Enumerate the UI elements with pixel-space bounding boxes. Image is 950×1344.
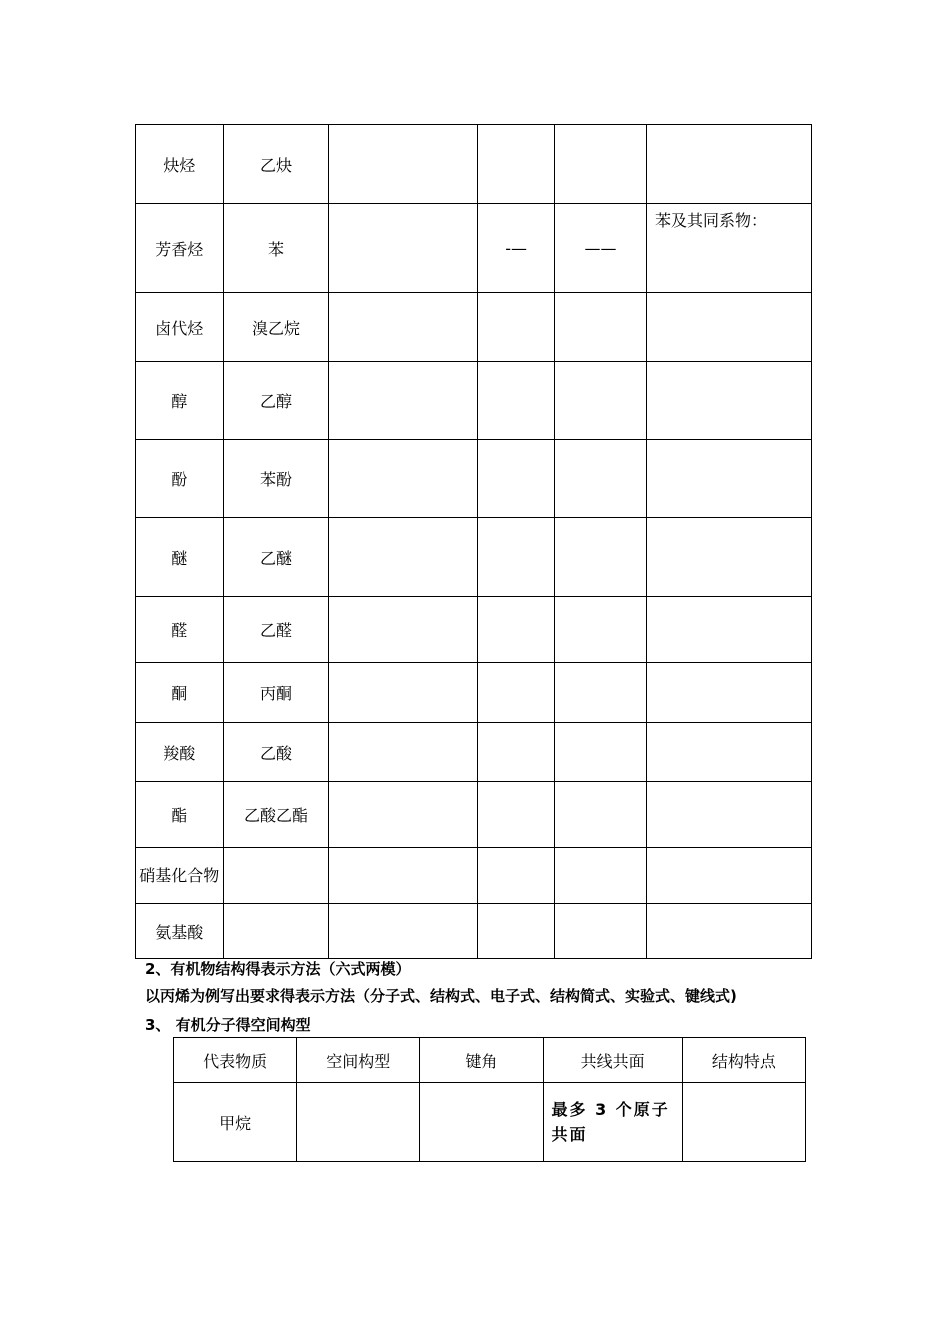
note-cell: [647, 597, 812, 663]
blank-cell: [329, 440, 478, 518]
blank-cell: [478, 848, 555, 904]
category-cell: 卤代烃: [136, 293, 224, 362]
substance-cell: 甲烷: [174, 1083, 297, 1162]
table-row: [136, 518, 812, 597]
angle-cell: [420, 1083, 543, 1162]
dash-cell: ——: [555, 204, 647, 293]
blank-cell: [555, 293, 647, 362]
example-cell: 乙酸: [223, 723, 329, 782]
blank-cell: [555, 782, 647, 848]
blank-cell: [478, 293, 555, 362]
blank-cell: [555, 440, 647, 518]
blank-cell: [329, 518, 478, 597]
table-row: [136, 663, 812, 723]
feature-cell: [682, 1083, 805, 1162]
column-header: 共线共面: [543, 1038, 682, 1083]
note-cell: [647, 723, 812, 782]
section-2-heading: 2、有机物结构得表示方法（六式两模）: [145, 960, 411, 978]
note-cell: [647, 362, 812, 440]
note-cell: 苯及其同系物：: [647, 204, 812, 293]
blank-cell: [555, 518, 647, 597]
table-header-row: [174, 1038, 806, 1083]
blank-cell: [478, 518, 555, 597]
table-row: [136, 362, 812, 440]
example-cell: [223, 848, 329, 904]
blank-cell: [329, 663, 478, 723]
table-row: [136, 440, 812, 518]
example-cell: 丙酮: [223, 663, 329, 723]
category-cell: 硝基化合物: [136, 848, 224, 904]
category-cell: 氨基酸: [136, 904, 224, 959]
blank-cell: [478, 440, 555, 518]
table-row: [136, 125, 812, 204]
example-cell: [223, 904, 329, 959]
blank-cell: [329, 125, 478, 204]
example-cell: 乙酸乙酯: [223, 782, 329, 848]
column-header: 键角: [420, 1038, 543, 1083]
blank-cell: [329, 782, 478, 848]
note-cell: [647, 904, 812, 959]
spatial-structure-table: [173, 1037, 806, 1162]
section-2-instruction: 以丙烯为例写出要求得表示方法（分子式、结构式、电子式、结构简式、实验式、键线式): [145, 987, 737, 1005]
note-cell: [647, 293, 812, 362]
blank-cell: [555, 723, 647, 782]
blank-cell: [555, 362, 647, 440]
blank-cell: [329, 597, 478, 663]
example-cell: 乙醛: [223, 597, 329, 663]
example-cell: 苯: [223, 204, 329, 293]
note-cell: [647, 518, 812, 597]
blank-cell: [329, 204, 478, 293]
example-cell: 苯酚: [223, 440, 329, 518]
note-cell: [647, 663, 812, 723]
blank-cell: [478, 723, 555, 782]
category-cell: 羧酸: [136, 723, 224, 782]
column-header: 空间构型: [297, 1038, 420, 1083]
blank-cell: [329, 904, 478, 959]
example-cell: 乙炔: [223, 125, 329, 204]
category-cell: 芳香烃: [136, 204, 224, 293]
table-row: [136, 782, 812, 848]
note-cell: [647, 848, 812, 904]
blank-cell: [555, 663, 647, 723]
blank-cell: [329, 723, 478, 782]
example-cell: 乙醇: [223, 362, 329, 440]
blank-cell: [555, 904, 647, 959]
note-cell: [647, 440, 812, 518]
blank-cell: [555, 848, 647, 904]
example-cell: 溴乙烷: [223, 293, 329, 362]
table-row: [136, 723, 812, 782]
blank-cell: [478, 904, 555, 959]
note-cell: [647, 782, 812, 848]
category-cell: 酯: [136, 782, 224, 848]
blank-cell: [329, 362, 478, 440]
table-row: [174, 1083, 806, 1162]
blank-cell: [478, 597, 555, 663]
category-cell: 醚: [136, 518, 224, 597]
column-header: 结构特点: [682, 1038, 805, 1083]
category-cell: 醛: [136, 597, 224, 663]
table-row: [136, 204, 812, 293]
category-cell: 酚: [136, 440, 224, 518]
category-cell: 炔烃: [136, 125, 224, 204]
category-cell: 醇: [136, 362, 224, 440]
blank-cell: [478, 362, 555, 440]
coplanar-cell: 最多 3 个原子共面: [543, 1083, 682, 1162]
blank-cell: [555, 125, 647, 204]
table-row: [136, 904, 812, 959]
blank-cell: [555, 597, 647, 663]
blank-cell: [478, 782, 555, 848]
blank-cell: [478, 125, 555, 204]
example-cell: 乙醚: [223, 518, 329, 597]
blank-cell: [478, 663, 555, 723]
blank-cell: [329, 293, 478, 362]
blank-cell: [329, 848, 478, 904]
section-3-heading: 3、 有机分子得空间构型: [145, 1016, 311, 1034]
dash-cell: -—: [478, 204, 555, 293]
table-row: [136, 597, 812, 663]
geometry-cell: [297, 1083, 420, 1162]
category-cell: 酮: [136, 663, 224, 723]
table-row: [136, 848, 812, 904]
table-row: [136, 293, 812, 362]
column-header: 代表物质: [174, 1038, 297, 1083]
organic-classes-table: [135, 124, 812, 959]
note-cell: [647, 125, 812, 204]
